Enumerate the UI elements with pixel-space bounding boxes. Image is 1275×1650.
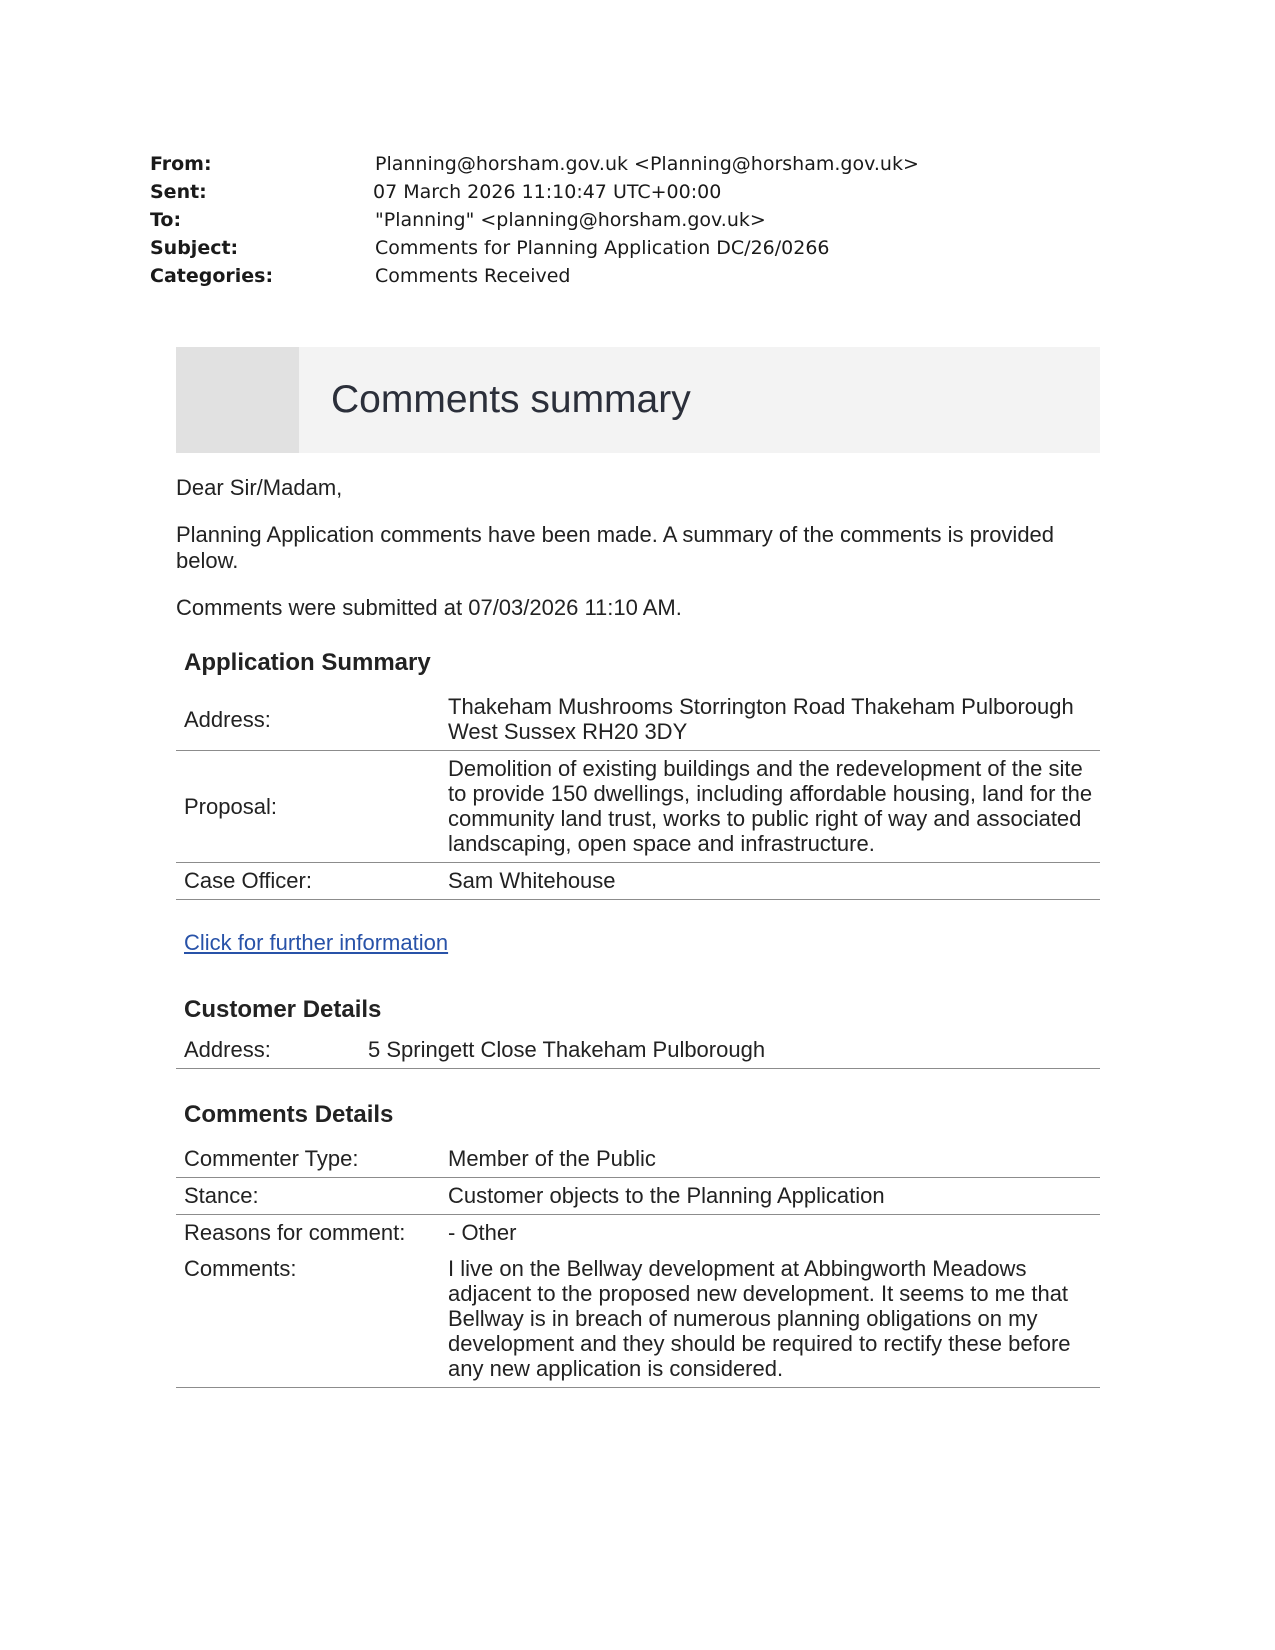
table-row [176, 1251, 1100, 1388]
application-summary-title: Application Summary [184, 649, 431, 676]
address-value: Thakeham Mushrooms Storrington Road Thakeham Pulborough West Sussex RH20 3DY [440, 689, 1100, 751]
case-officer-label: Case Officer: [176, 863, 440, 900]
table-row [176, 1178, 1100, 1215]
customer-address-value: 5 Springett Close Thakeham Pulborough [360, 1032, 1100, 1069]
comments-label: Comments: [176, 1251, 440, 1388]
customer-details-title: Customer Details [184, 996, 382, 1023]
from-value: Planning@horsham.gov.uk <Planning@horsham.gov.uk> [375, 153, 919, 175]
comments-content [176, 347, 1100, 1388]
table-row [176, 863, 1100, 900]
stance-value: Customer objects to the Planning Application [440, 1178, 1100, 1215]
table-row [176, 1032, 1100, 1069]
from-label: From: [150, 153, 212, 175]
categories-value: Comments Received [375, 265, 571, 287]
reasons-label: Reasons for comment: [184, 1220, 406, 1245]
further-info-link[interactable]: Click for further information [184, 930, 449, 955]
greeting: Dear Sir/Madam, [176, 475, 343, 500]
comments-value: I live on the Bellway development at Abbingworth Meadows adjacent to the proposed new development. It seems to me that Bellway is in breach of numerous planning obligations on my development and they should be required to rectify these before any new application is considered. [440, 1251, 1100, 1388]
email-subject-row [150, 234, 1050, 262]
categories-label: Categories: [150, 265, 274, 287]
table-row [176, 689, 1100, 751]
commenter-type-label: Commenter Type: [176, 1141, 440, 1178]
submitted-text: Comments were submitted at 07/03/2026 11:10 AM. [176, 595, 682, 620]
email-to-row [150, 206, 1050, 234]
sent-value: 07 March 2026 11:10:47 UTC+00:00 [373, 181, 722, 203]
customer-address-label: Address: [176, 1032, 360, 1069]
comments-details-title: Comments Details [184, 1101, 394, 1128]
table-row [176, 1141, 1100, 1178]
to-label: To: [150, 209, 182, 231]
to-value: "Planning" <planning@horsham.gov.uk> [375, 209, 766, 231]
banner-title: Comments summary [331, 378, 691, 421]
further-info-row [176, 930, 1100, 956]
application-summary-table [176, 689, 1100, 900]
email-categories-row [150, 262, 1050, 290]
case-officer-value: Sam Whitehouse [440, 863, 1100, 900]
table-row [176, 1215, 1100, 1252]
email-sent-row [150, 178, 1050, 206]
summary-banner [176, 347, 1100, 453]
intro-text: Planning Application comments have been made. A summary of the comments is provided below. [176, 522, 1055, 573]
proposal-value: Demolition of existing buildings and the redevelopment of the site to provide 150 dwellings, including affordable housing, land for the community land trust, works to public right of way and associated landscaping, open space and infrastructure. [440, 751, 1100, 863]
proposal-label: Proposal: [176, 751, 440, 863]
email-from-row [150, 150, 1050, 178]
table-row [176, 751, 1100, 863]
comments-details-table [176, 1141, 1100, 1388]
customer-details-table [176, 1032, 1100, 1069]
address-label: Address: [176, 689, 440, 751]
reasons-value: - Other [448, 1220, 517, 1245]
email-header [150, 150, 1050, 290]
banner-logo-placeholder [176, 347, 299, 453]
commenter-type-value: Member of the Public [440, 1141, 1100, 1178]
stance-label: Stance: [176, 1178, 440, 1215]
subject-value: Comments for Planning Application DC/26/0266 [375, 237, 830, 259]
sent-label: Sent: [150, 181, 207, 203]
subject-label: Subject: [150, 237, 239, 259]
